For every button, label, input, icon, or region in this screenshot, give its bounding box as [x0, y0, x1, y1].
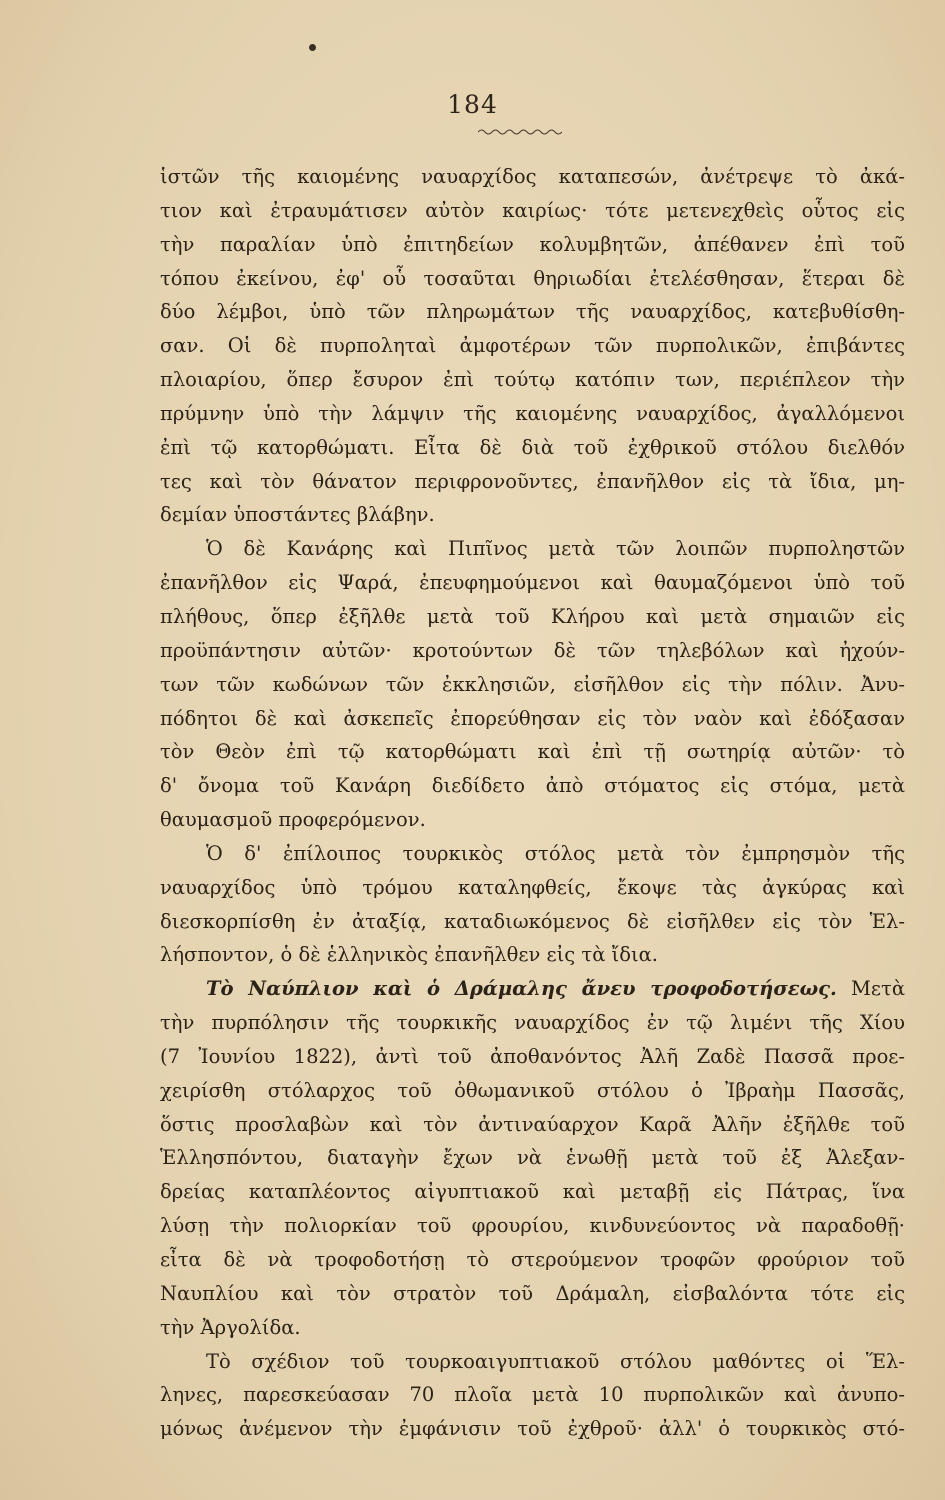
page-number: 184 [447, 90, 498, 119]
text-line: Ὁ δὲ Κανάρης καὶ Πιπῖνος μετὰ τῶν λοιπῶν πυρποληστῶν [206, 537, 905, 561]
text-line: τόπου ἐκείνου, ἐφ' οὗ τοσαῦται θηριωδίαι ἐτελέσθησαν, ἕτεραι δὲ [160, 266, 905, 290]
text-line: ἐπὶ τῷ κατορθώματι. Εἶτα δὲ διὰ τοῦ ἐχθρικοῦ στόλου διελθόν [160, 435, 905, 459]
text-line: εἶτα δὲ νὰ τροφοδοτήσῃ τὸ στερούμενον τροφῶν φρούριον τοῦ [160, 1248, 905, 1271]
text-line: λήσποντον, ὁ δὲ ἑλληνικὸς ἐπανῆλθεν εἰς τὰ ἴδια. [160, 943, 658, 967]
text-line: δύο λέμβοι, ὑπὸ τῶν πληρωμάτων τῆς ναυαρχίδος, κατεβυθίσθη- [160, 300, 905, 324]
text-line [160, 972, 905, 1006]
section-heading: Τὸ Ναύπλιον καὶ ὁ Δράμαλης ἄνευ τροφοδοτήσεως. [206, 977, 837, 1001]
text-line: τιον καὶ ἐτραυμάτισεν αὐτὸν καιρίως· τότε μετενεχθεὶς οὗτος εἰς [160, 198, 905, 222]
text-line: Ἑλλησπόντου, διαταγὴν ἔχων νὰ ἑνωθῇ μετὰ τοῦ ἐξ Ἀλεξαν- [160, 1146, 905, 1170]
text-line: πρύμνην ὑπὸ τὴν λάμψιν τῆς καιομένης ναυαρχίδος, ἀγαλλόμενοι [160, 401, 905, 425]
text-line: τὴν πυρπόλησιν τῆς τουρκικῆς ναυαρχίδος ἐν τῷ λιμένι τῆς Χίου [160, 1011, 905, 1035]
text-line: χειρίσθη στόλαρχος τοῦ ὀθωμανικοῦ στόλου ὁ Ἰβραὴμ Πασσᾶς, [160, 1078, 905, 1102]
ornament-divider [478, 128, 562, 136]
text-line: ναυαρχίδος ὑπὸ τρόμου καταληφθείς, ἔκοψε τὰς ἀγκύρας καὶ [160, 875, 905, 899]
text-line: πόδητοι δὲ καὶ ἀσκεπεῖς ἐπορεύθησαν εἰς τὸν ναὸν καὶ ἐδόξασαν [160, 706, 905, 730]
text-run: Μετὰ [836, 977, 905, 1001]
text-line: τὴν Ἀργολίδα. [160, 1315, 301, 1339]
text-line: Ναυπλίου καὶ τὸν στρατὸν τοῦ Δράμαλη, εἰσβαλόντα τότε εἰς [160, 1281, 905, 1305]
text-line: Τὸ σχέδιον τοῦ τουρκοαιγυπτιακοῦ στόλου μαθόντες οἱ Ἕλ- [206, 1349, 905, 1373]
text-line: μόνως ἀνέμενον τὴν ἐμφάνισιν τοῦ ἐχθροῦ· ἀλλ' ὁ τουρκικὸς στό- [160, 1417, 905, 1441]
text-line: Ὁ δ' ἐπίλοιπος τουρκικὸς στόλος μετὰ τὸν ἐμπρησμὸν τῆς [206, 841, 905, 865]
text-line: ἱστῶν τῆς καιομένης ναυαρχίδος καταπεσών, ἀνέτρεψε τὸ ἀκά- [160, 165, 905, 188]
text-line: των τῶν κωδώνων τῶν ἐκκλησιῶν, εἰσῆλθον εἰς τὴν πόλιν. Ἀνυ- [160, 672, 905, 696]
text-line: διεσκορπίσθη ἐν ἀταξίᾳ, καταδιωκόμενος δὲ εἰσῆλθεν εἰς τὸν Ἑλ- [160, 909, 905, 933]
text-line: ὅστις προσλαβὼν καὶ τὸν ἀντιναύαρχον Καρᾶ Ἀλῆν ἐξῆλθε τοῦ [160, 1112, 905, 1136]
text-line: δεμίαν ὑποστάντες βλάβην. [160, 503, 435, 527]
text-line: δ' ὄνομα τοῦ Κανάρη διεδίδετο ἀπὸ στόματος εἰς στόμα, μετὰ [160, 774, 905, 798]
text-line: προϋπάντησιν αὐτῶν· κροτούντων δὲ τῶν τηλεβόλων καὶ ἠχούν- [160, 638, 905, 662]
text-line: πλοιαρίου, ὅπερ ἔσυρον ἐπὶ τούτῳ κατόπιν των, περιέπλεον τὴν [160, 368, 905, 392]
text-line: τες καὶ τὸν θάνατον περιφρονοῦντες, ἐπανῆλθον εἰς τὰ ἴδια, μη- [160, 469, 905, 493]
text-line: τὴν παραλίαν ὑπὸ ἐπιτηδείων κολυμβητῶν, ἀπέθανεν ἐπὶ τοῦ [160, 232, 905, 256]
text-line: ληνες, παρεσκεύασαν 70 πλοῖα μετὰ 10 πυρπολικῶν καὶ ἀνυπο- [160, 1383, 905, 1407]
text-line: τὸν Θεὸν ἐπὶ τῷ κατορθώματι καὶ ἐπὶ τῇ σωτηρίᾳ αὐτῶν· τὸ [160, 740, 905, 764]
text-line: δρείας καταπλέοντος αἰγυπτιακοῦ καὶ μεταβῇ εἰς Πάτρας, ἵνα [160, 1180, 905, 1204]
text-line: ἐπανῆλθον εἰς Ψαρά, ἐπευφημούμενοι καὶ θαυμαζόμενοι ὑπὸ τοῦ [160, 571, 905, 595]
ink-dot [309, 44, 316, 51]
text-line: πλήθους, ὅπερ ἐξῆλθε μετὰ τοῦ Κλήρου καὶ μετὰ σημαιῶν εἰς [160, 604, 905, 628]
text-line: λύσῃ τὴν πολιορκίαν τοῦ φρουρίου, κινδυνεύοντος νὰ παραδοθῇ· [160, 1214, 905, 1238]
text-line: σαν. Οἱ δὲ πυρποληταὶ ἀμφοτέρων τῶν πυρπολικῶν, ἐπιβάντες [160, 334, 905, 358]
text-line: (7 Ἰουνίου 1822), ἀντὶ τοῦ ἀποθανόντος Ἀλῆ Ζαδὲ Πασσᾶ προε- [160, 1044, 905, 1068]
body-text [160, 160, 905, 1446]
text-line: θαυμασμοῦ προφερόμενον. [160, 808, 426, 832]
